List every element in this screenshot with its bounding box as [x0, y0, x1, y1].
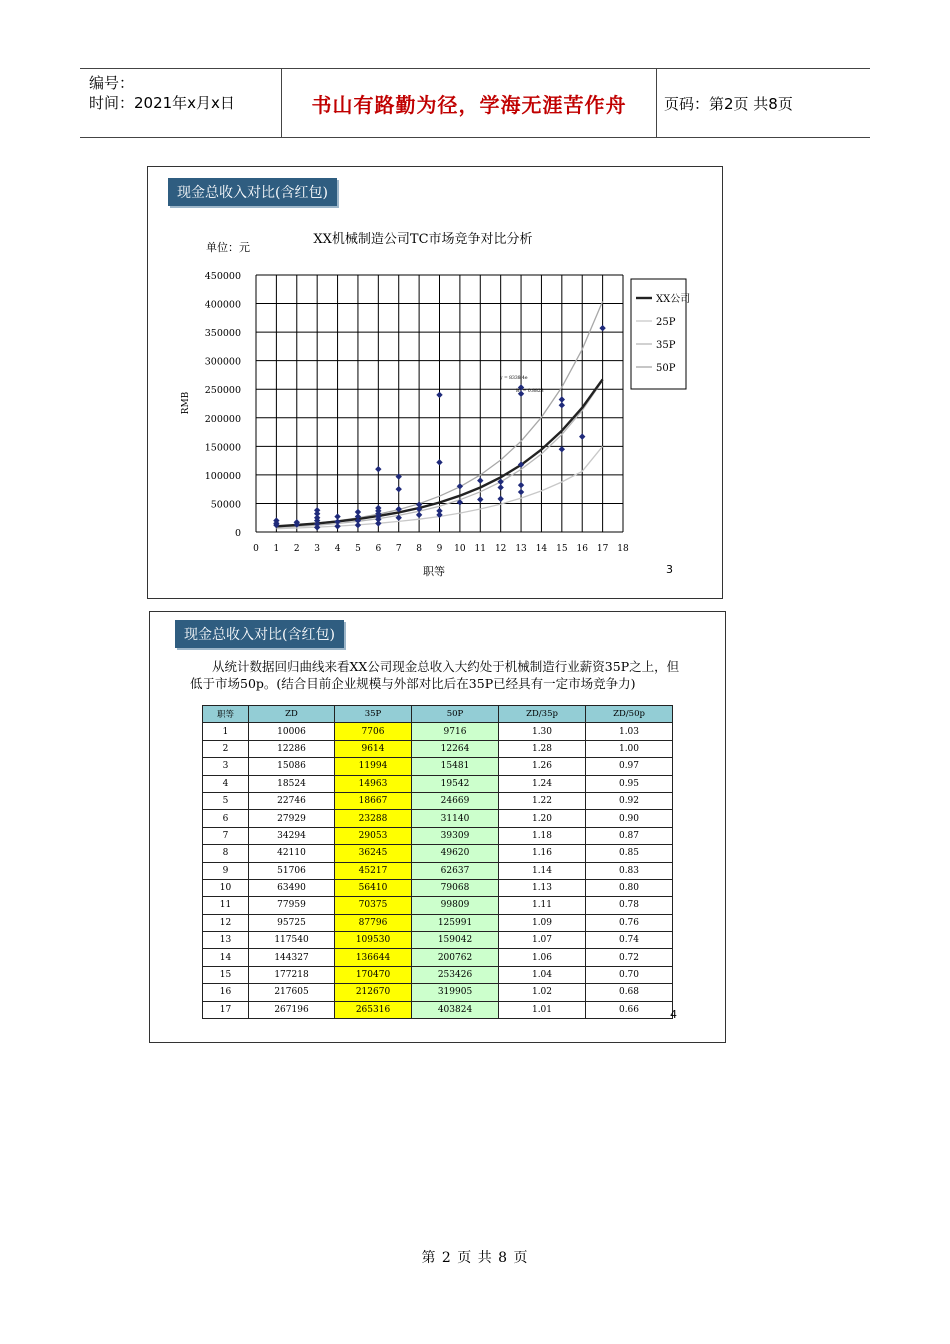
- table-row: [203, 862, 673, 879]
- number-label: 编号：: [89, 74, 135, 92]
- table-cell: 8: [203, 845, 249, 862]
- table-row: [203, 740, 673, 757]
- table-row: [203, 914, 673, 931]
- y-axis-label: RMB: [181, 391, 191, 415]
- table-cell: 39309: [412, 827, 499, 844]
- data-point: [497, 496, 503, 502]
- table-cell: 1.01: [499, 1001, 586, 1018]
- legend-label: 25P: [656, 317, 676, 328]
- table-cell: 18524: [249, 775, 335, 792]
- table-cell: 14: [203, 949, 249, 966]
- chart-slide: [147, 166, 723, 599]
- table-row: [203, 932, 673, 949]
- table-row: [203, 984, 673, 1001]
- table-header-cell: ZD/35p: [499, 706, 586, 723]
- data-point: [334, 513, 340, 519]
- y-tick-label: 0: [234, 528, 241, 539]
- table-row: [203, 723, 673, 740]
- table-cell: 177218: [249, 966, 335, 983]
- unit-label: 单位：元: [206, 241, 250, 254]
- table-cell: 1.11: [499, 897, 586, 914]
- table-cell: 0.78: [586, 897, 673, 914]
- table-cell: 15086: [249, 758, 335, 775]
- table-cell: 1.30: [499, 723, 586, 740]
- table-cell: 17: [203, 1001, 249, 1018]
- table-cell: 5: [203, 792, 249, 809]
- table-header-cell: 50P: [412, 706, 499, 723]
- table-cell: 70375: [335, 897, 412, 914]
- table-row: [203, 879, 673, 896]
- table-cell: 42110: [249, 845, 335, 862]
- y-tick-label: 350000: [204, 328, 241, 340]
- table-cell: 0.83: [586, 862, 673, 879]
- slide-page-number: 3: [666, 563, 673, 576]
- y-tick-label: 50000: [210, 499, 241, 511]
- table-cell: 99809: [412, 897, 499, 914]
- table-cell: 19542: [412, 775, 499, 792]
- table-cell: 45217: [335, 862, 412, 879]
- table-cell: 11994: [335, 758, 412, 775]
- table-row: [203, 792, 673, 809]
- x-tick-label: 8: [416, 544, 422, 554]
- table-cell: 10006: [249, 723, 335, 740]
- x-tick-label: 13: [515, 544, 527, 554]
- x-tick-label: 14: [535, 544, 548, 554]
- page-footer: 第 2 页 共 8 页: [421, 1250, 529, 1266]
- table-row: [203, 845, 673, 862]
- data-point: [436, 459, 442, 465]
- header-motto-cell: [281, 69, 657, 137]
- table-cell: 27929: [249, 810, 335, 827]
- table-slide: [149, 611, 726, 1043]
- table-row: [203, 1001, 673, 1018]
- data-point: [477, 477, 483, 483]
- table-cell: 12: [203, 914, 249, 931]
- table-cell: 1.16: [499, 845, 586, 862]
- x-tick-label: 1: [273, 544, 280, 554]
- legend-label: XX公司: [656, 294, 691, 305]
- comparison-table: [202, 705, 673, 1019]
- table-cell: 0.97: [586, 758, 673, 775]
- y-tick-label: 200000: [204, 413, 241, 425]
- table-cell: 170470: [335, 966, 412, 983]
- x-tick-label: 3: [314, 544, 321, 554]
- table-cell: 159042: [412, 932, 499, 949]
- y-tick-label: 400000: [204, 299, 241, 311]
- table-cell: 0.85: [586, 845, 673, 862]
- table-cell: 0.70: [586, 966, 673, 983]
- table-cell: 144327: [249, 949, 335, 966]
- table-cell: 22746: [249, 792, 335, 809]
- table-cell: 403824: [412, 1001, 499, 1018]
- table-cell: 11: [203, 897, 249, 914]
- table-cell: 1.22: [499, 792, 586, 809]
- table-cell: 0.66: [586, 1001, 673, 1018]
- y-tick-label: 300000: [204, 356, 241, 368]
- table-cell: 36245: [335, 845, 412, 862]
- table-cell: 265316: [335, 1001, 412, 1018]
- table-cell: 18667: [335, 792, 412, 809]
- table-row: [203, 827, 673, 844]
- table-cell: 7: [203, 827, 249, 844]
- table-cell: 51706: [249, 862, 335, 879]
- table-cell: 1.00: [586, 740, 673, 757]
- table-row: [203, 810, 673, 827]
- table-cell: 79068: [412, 879, 499, 896]
- table-cell: 10: [203, 879, 249, 896]
- page-header: [80, 68, 870, 138]
- table-cell: 109530: [335, 932, 412, 949]
- x-axis-label: 职等: [423, 565, 445, 578]
- data-point: [497, 484, 503, 490]
- x-tick-label: 17: [596, 544, 609, 554]
- data-point: [436, 508, 442, 514]
- y-tick-label: 250000: [204, 385, 241, 397]
- x-tick-label: 11: [474, 544, 487, 554]
- table-cell: 319905: [412, 984, 499, 1001]
- table-cell: 14963: [335, 775, 412, 792]
- regression-equation: y = 8338.4e: [500, 376, 528, 381]
- table-cell: 1.02: [499, 984, 586, 1001]
- table-cell: 1.26: [499, 758, 586, 775]
- table-cell: 1.07: [499, 932, 586, 949]
- x-tick-label: 9: [436, 544, 443, 554]
- header-page-cell: [656, 69, 870, 137]
- table-cell: 117540: [249, 932, 335, 949]
- x-tick-label: 16: [576, 544, 588, 554]
- table-cell: 6: [203, 810, 249, 827]
- table-cell: 2: [203, 740, 249, 757]
- table-cell: 1.13: [499, 879, 586, 896]
- table-cell: 1.09: [499, 914, 586, 931]
- table-cell: 34294: [249, 827, 335, 844]
- regression-r2: R² = 0.8823: [516, 389, 544, 394]
- table-row: [203, 775, 673, 792]
- table-cell: 212670: [335, 984, 412, 1001]
- table-cell: 1.28: [499, 740, 586, 757]
- header-meta: [80, 69, 281, 137]
- table-cell: 125991: [412, 914, 499, 931]
- data-point: [559, 396, 565, 402]
- slide-page-number: 4: [670, 1008, 677, 1021]
- table-cell: 49620: [412, 845, 499, 862]
- table-cell: 31140: [412, 810, 499, 827]
- scatter-chart: [148, 167, 722, 598]
- data-point: [314, 507, 320, 513]
- table-cell: 87796: [335, 914, 412, 931]
- x-tick-label: 6: [375, 544, 382, 554]
- table-cell: 0.72: [586, 949, 673, 966]
- chart-title: XX机械制造公司TC市场竞争对比分析: [313, 232, 533, 247]
- data-point: [416, 512, 422, 518]
- table-row: [203, 949, 673, 966]
- table-header-cell: ZD: [249, 706, 335, 723]
- x-tick-label: 5: [355, 544, 361, 554]
- table-cell: 56410: [335, 879, 412, 896]
- table-cell: 0.74: [586, 932, 673, 949]
- data-point: [559, 446, 565, 452]
- data-point: [579, 433, 585, 439]
- x-tick-label: 2: [293, 544, 300, 554]
- table-cell: 3: [203, 758, 249, 775]
- table-cell: 9614: [335, 740, 412, 757]
- y-tick-label: 450000: [204, 271, 241, 282]
- table-header-row: [203, 706, 673, 723]
- data-point: [518, 489, 524, 495]
- table-cell: 15: [203, 966, 249, 983]
- x-tick-label: 10: [454, 544, 466, 554]
- table-header-cell: 职等: [203, 706, 249, 723]
- y-tick-label: 100000: [204, 470, 241, 482]
- data-point: [396, 473, 402, 479]
- table-cell: 253426: [412, 966, 499, 983]
- table-cell: 95725: [249, 914, 335, 931]
- table-cell: 9716: [412, 723, 499, 740]
- table-header-cell: ZD/50p: [586, 706, 673, 723]
- data-point: [436, 392, 442, 398]
- table-row: [203, 966, 673, 983]
- table-cell: 77959: [249, 897, 335, 914]
- table-cell: 0.68: [586, 984, 673, 1001]
- table-cell: 15481: [412, 758, 499, 775]
- data-point: [375, 466, 381, 472]
- x-tick-label: 0: [253, 544, 259, 554]
- data-point: [477, 496, 483, 502]
- summary-paragraph: [190, 658, 690, 692]
- summary-text: 从统计数据回归曲线来看XX公司现金总收入大约处于机械制造行业薪资35P之上，但低于市场50p。(结合目前企业规模与外部对比后在35P已经具有一定市场竞争力): [190, 659, 680, 691]
- table-header-cell: 35P: [335, 706, 412, 723]
- table-cell: 1.06: [499, 949, 586, 966]
- table-cell: 62637: [412, 862, 499, 879]
- table-cell: 200762: [412, 949, 499, 966]
- table-cell: 217605: [249, 984, 335, 1001]
- table-cell: 0.80: [586, 879, 673, 896]
- data-point: [599, 325, 605, 331]
- table-cell: 0.90: [586, 810, 673, 827]
- y-tick-label: 150000: [204, 442, 241, 454]
- table-cell: 136644: [335, 949, 412, 966]
- table-cell: 1: [203, 723, 249, 740]
- table-cell: 1.04: [499, 966, 586, 983]
- x-tick-label: 12: [494, 544, 507, 554]
- table-cell: 9: [203, 862, 249, 879]
- table-cell: 63490: [249, 879, 335, 896]
- table-cell: 0.95: [586, 775, 673, 792]
- legend-label: 50P: [656, 363, 676, 374]
- table-cell: 4: [203, 775, 249, 792]
- x-tick-label: 7: [395, 544, 402, 554]
- table-cell: 1.14: [499, 862, 586, 879]
- x-tick-label: 4: [334, 544, 341, 554]
- table-cell: 0.87: [586, 827, 673, 844]
- table-cell: 1.03: [586, 723, 673, 740]
- table-cell: 24669: [412, 792, 499, 809]
- data-point: [355, 509, 361, 515]
- data-point: [396, 486, 402, 492]
- table-row: [203, 758, 673, 775]
- table-cell: 13: [203, 932, 249, 949]
- table-cell: 0.92: [586, 792, 673, 809]
- page-label: 页码：第2页 共8页: [664, 94, 793, 113]
- table-row: [203, 897, 673, 914]
- legend-label: 35P: [656, 340, 676, 351]
- time-label: 时间：2021年x月x日: [89, 94, 235, 112]
- table-cell: 267196: [249, 1001, 335, 1018]
- table-cell: 23288: [335, 810, 412, 827]
- table-cell: 1.24: [499, 775, 586, 792]
- slide-title-tag: 现金总收入对比(含红包): [175, 620, 344, 648]
- table-cell: 7706: [335, 723, 412, 740]
- table-cell: 12264: [412, 740, 499, 757]
- table-cell: 16: [203, 984, 249, 1001]
- data-point: [559, 402, 565, 408]
- slide-title-tag: 现金总收入对比(含红包): [168, 178, 337, 206]
- motto: 书山有路勤为径，学海无涯苦作舟: [311, 92, 627, 117]
- table-cell: 1.20: [499, 810, 586, 827]
- table-cell: 12286: [249, 740, 335, 757]
- x-tick-label: 18: [617, 544, 629, 554]
- table-cell: 1.18: [499, 827, 586, 844]
- table-cell: 0.76: [586, 914, 673, 931]
- data-point: [518, 482, 524, 488]
- table-cell: 29053: [335, 827, 412, 844]
- x-tick-label: 15: [556, 544, 568, 554]
